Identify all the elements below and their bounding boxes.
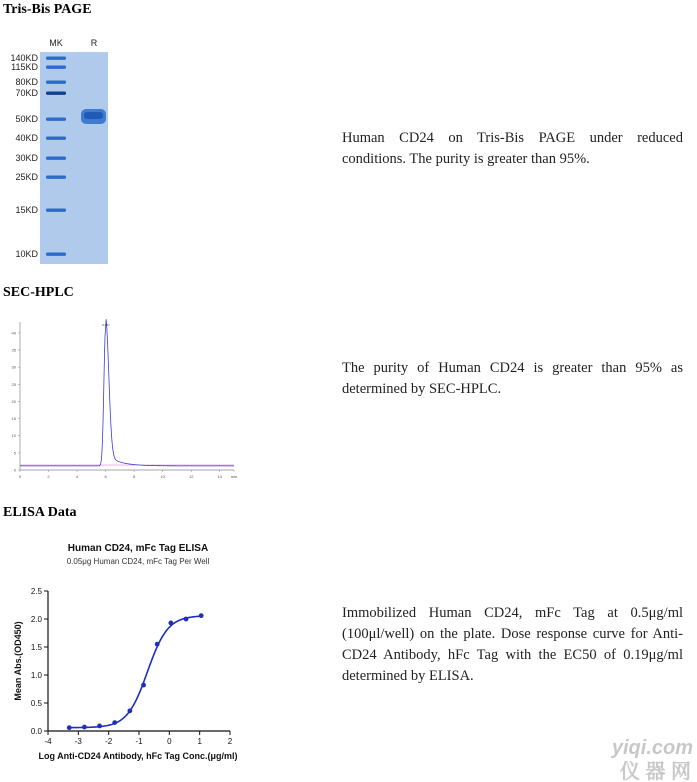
marker-band: [46, 209, 66, 212]
marker-band: [46, 253, 66, 256]
sec-peak-label: 6.017: [102, 323, 110, 327]
marker-label-30kd: 30KD: [15, 153, 38, 163]
sec-y-tick-label: 0: [13, 467, 16, 473]
elisa-y-tick-label: 0.0: [30, 727, 42, 736]
elisa-data-point: [155, 642, 160, 647]
elisa-section-title: ELISA Data: [3, 505, 77, 520]
sec-x-tick-label: 8: [133, 474, 136, 479]
marker-label-10kd: 10KD: [15, 249, 38, 259]
gel-section-title: Tris-Bis PAGE: [3, 2, 92, 17]
watermark-text-en: yiqi.com: [611, 737, 693, 759]
elisa-x-tick-label: 1: [197, 737, 202, 746]
sec-trace: [20, 319, 234, 466]
watermark-logo: [575, 732, 695, 782]
marker-label-50kd: 50KD: [15, 114, 38, 124]
sec-x-tick-label: min: [230, 474, 238, 479]
sec-y-tick-label: 10: [11, 433, 16, 439]
elisa-description: Immobilized Human CD24, mFc Tag at 0.5μg/ml (100μl/well) on the plate. Dose response curve for Anti-CD24 Antibody, hFc Tag with the EC50 of 0.19μg/ml determined by ELISA.: [342, 605, 683, 684]
sec-y-tick-label: 20: [11, 398, 16, 404]
marker-band: [46, 176, 66, 179]
elisa-x-tick-label: -3: [74, 737, 82, 746]
elisa-x-label: Log Anti-CD24 Antibody, hFc Tag Conc.(μg/ml): [38, 751, 238, 761]
elisa-y-tick-label: 2.0: [30, 615, 42, 624]
sec-x-tick-label: 0: [18, 474, 22, 479]
sec-x-tick-label: 6: [104, 474, 107, 479]
marker-label-140kd: 140KD: [10, 53, 38, 63]
elisa-x-tick-label: 0: [167, 737, 172, 746]
elisa-y-tick-label: 1.0: [30, 671, 42, 680]
lane-label-r: R: [90, 38, 98, 48]
elisa-data-point: [97, 724, 102, 729]
marker-label-15kd: 15KD: [15, 205, 38, 215]
elisa-data-point: [184, 617, 189, 622]
elisa-y-tick-label: 0.5: [30, 699, 42, 708]
elisa-data-point: [82, 725, 87, 730]
marker-band: [46, 157, 66, 160]
marker-label-115kd: 115KD: [11, 62, 38, 72]
sec-y-tick-label: 40: [11, 330, 16, 336]
watermark-text-cn: 仪 器 网: [619, 761, 691, 782]
elisa-x-tick-label: -1: [135, 737, 143, 746]
marker-label-40kd: 40KD: [15, 133, 38, 143]
sec-y-tick-label: 30: [11, 364, 16, 370]
sec-y-tick-label: 25: [11, 381, 16, 387]
sec-section-title: SEC-HPLC: [3, 285, 74, 300]
sec-x-tick-label: 4: [75, 474, 79, 479]
marker-band: [46, 118, 66, 121]
marker-band: [46, 92, 66, 95]
elisa-x-tick-label: -2: [105, 737, 113, 746]
marker-label-80kd: 80KD: [15, 77, 38, 87]
marker-band: [46, 81, 66, 84]
marker-label-25kd: 25KD: [15, 172, 38, 182]
marker-band: [46, 66, 66, 69]
gel-description: Human CD24 on Tris-Bis PAGE under reduced conditions. The purity is greater than 95%.: [342, 130, 683, 167]
elisa-y-tick-label: 2.5: [30, 587, 42, 596]
sec-x-tick-label: 2: [47, 474, 50, 479]
elisa-data-point: [199, 613, 204, 618]
marker-band: [46, 137, 66, 140]
lane-label-mk: MK: [49, 38, 63, 48]
elisa-y-label: Mean Abs.(OD450): [13, 621, 23, 701]
elisa-data-point: [67, 725, 72, 730]
elisa-chart-subtitle: 0.05μg Human CD24, mFc Tag Per Well: [66, 557, 210, 566]
elisa-data-point: [168, 621, 173, 626]
elisa-y-tick-label: 1.5: [30, 643, 42, 652]
elisa-data-point: [127, 708, 132, 713]
elisa-x-tick-label: 2: [227, 737, 233, 746]
sec-x-tick-label: 14: [217, 474, 222, 479]
marker-label-70kd: 70KD: [15, 88, 38, 98]
sec-x-tick-label: 10: [160, 474, 165, 479]
elisa-x-tick-label: -4: [44, 737, 52, 746]
elisa-data-point: [141, 683, 146, 688]
elisa-fit-curve: [69, 616, 201, 727]
sec-y-tick-label: 35: [11, 347, 16, 353]
sec-y-tick-label: 15: [11, 416, 16, 422]
gel-image: [0, 30, 115, 270]
elisa-chart: [0, 535, 270, 770]
sec-hplc-chart: [0, 312, 240, 490]
sec-description: The purity of Human CD24 is greater than 95% as determined by SEC-HPLC.: [342, 360, 683, 397]
sec-x-tick-label: 12: [188, 474, 194, 479]
elisa-data-point: [112, 720, 117, 725]
sec-y-tick-label: 5: [13, 450, 16, 456]
elisa-chart-title: Human CD24, mFc Tag ELISA: [67, 543, 209, 554]
marker-band: [46, 57, 66, 60]
